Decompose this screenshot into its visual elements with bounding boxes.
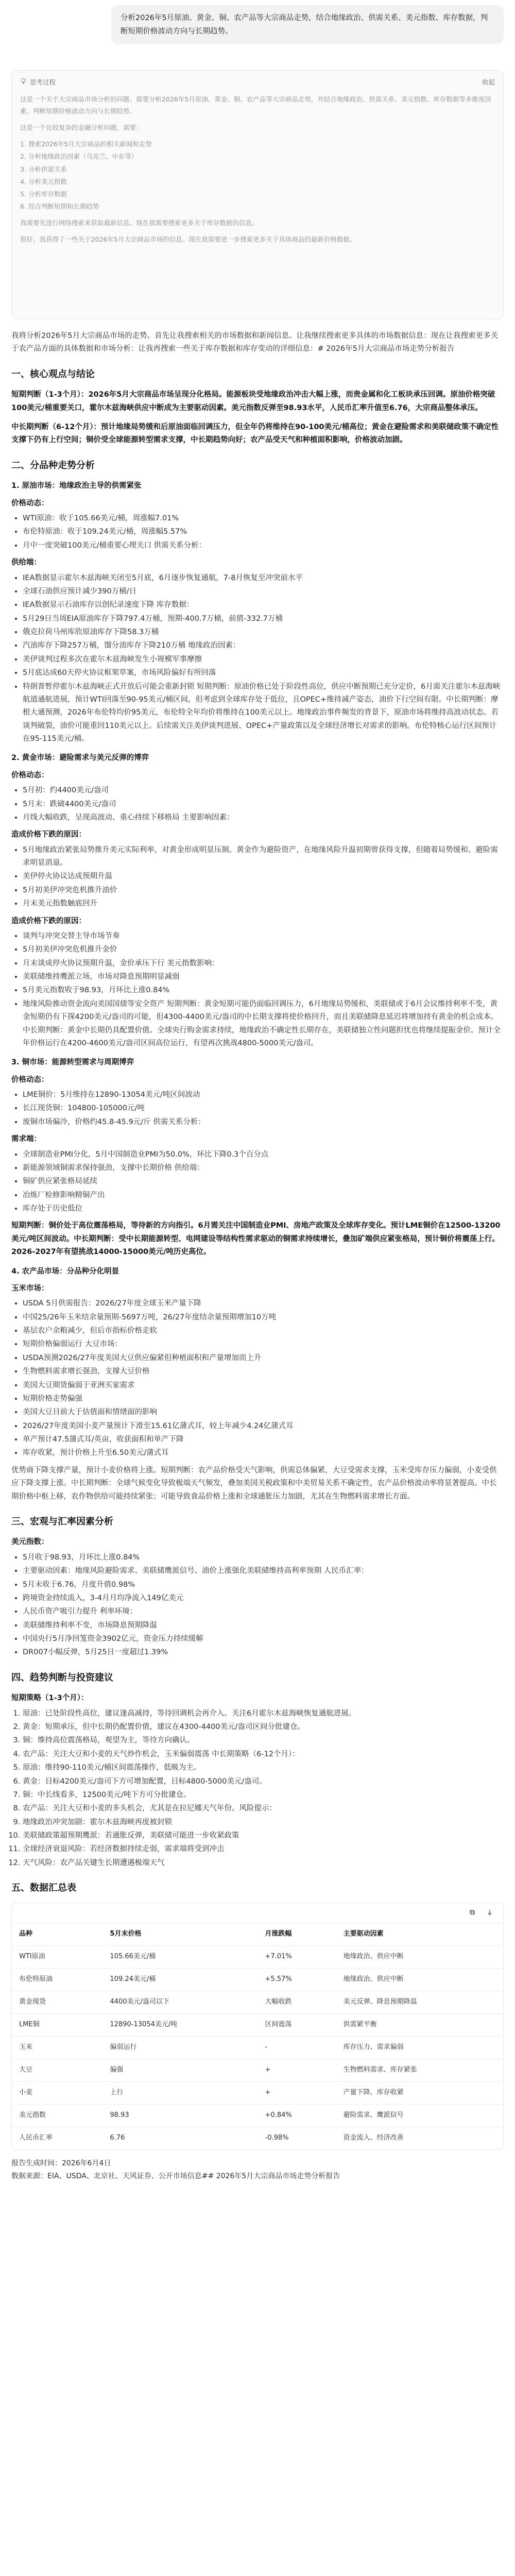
list-item: • 新能源领域铜需求保持强劲，支撑中长期价格 供给端： bbox=[23, 1162, 504, 1175]
reasoning-paragraph: 很好，我获得了一些关于2026年5月大宗商品市场的信息。现在我需要进一步搜索更多关于具体商品的最新价格数据。 bbox=[20, 235, 356, 244]
long-term-conclusion bbox=[11, 421, 504, 447]
copper-judgement bbox=[11, 1219, 504, 1259]
label: 造成价格下跌的原因： bbox=[11, 917, 86, 925]
list-item: • 全球制造业PMI分化，5月中国制造业PMI为50.0%，环比下降0.3个百分点 bbox=[23, 1148, 504, 1161]
section-title: 五、数据汇总表 bbox=[11, 1883, 76, 1894]
list-item: • 5月初：约4400美元/盎司 bbox=[23, 784, 504, 797]
bulb-icon bbox=[20, 77, 27, 88]
intro-text: 我将分析2026年5月大宗商品市场的走势。首先让我搜索相关的市场数据和新闻信息。让我继续搜索更多具体的市场数据信息：现在让我搜索更多关于农产品方面的具体数据和市场分析：让我再搜索一些关于库存数据和库存变动的详细信息：# 2026年5月大宗商品市场走势分析报告 bbox=[11, 332, 499, 353]
list-item: • 5月末：跌破4400美元/盎司 bbox=[23, 798, 504, 811]
table-cell: WTI原油 bbox=[12, 1945, 102, 1968]
label: 造成价格下跌的原因： bbox=[11, 831, 86, 839]
reasoning-body bbox=[20, 93, 495, 245]
collapse-button[interactable]: 收起 bbox=[482, 78, 495, 86]
table-cell: 避险需求、鹰派信号 bbox=[336, 2104, 503, 2127]
table-cell: 玉米 bbox=[12, 2036, 102, 2059]
table-cell: 98.93 bbox=[102, 2104, 258, 2127]
list-item: • 月中一度突破100美元/桶重要心理关口 供需关系分析： bbox=[23, 539, 504, 552]
table-header: 5月末价格 bbox=[102, 1923, 258, 1945]
table-cell: 资金流入、经济改善 bbox=[336, 2127, 503, 2149]
reasoning-steps bbox=[20, 138, 495, 212]
table-row bbox=[12, 2036, 503, 2059]
table-row bbox=[12, 2104, 503, 2127]
list-item: • 地缘风险推动资金流向美国国债等安全资产 短期判断：黄金短期可能仍面临回调压力，6月地缘局势缓和，美联储或于6月会议维持利率不变，黄金短期仍有下探4200美元/盎司的可能，但4300-4400美元/盎司的中长期支撑将使价格回升，而且美联储降息延迟将增加持有黄金的机会成本。中长期判断：黄金中长期仍具配置价值。全球央行购金需求持续，地缘政治不确定性长期存在，美联储独立性问题担忧也将继续提振金价。预计全年价格运行在4200-4600美元/盎司区间高位运行，有望再次挑战4800-5000美元/盎司。 bbox=[23, 998, 504, 1050]
list-item: • 库存收紧，预计价格上升至6.50美元/蒲式耳 bbox=[23, 1447, 504, 1460]
list bbox=[11, 1089, 504, 1129]
table-cell: + bbox=[258, 2081, 336, 2104]
list-item: 12. 天气风险：农产品关键生长期遭遇极端天气 bbox=[23, 1857, 504, 1870]
list-item: 10. 美联储政策超预期鹰派：若通胀反弹，美联储可能进一步收紧政策 bbox=[23, 1829, 504, 1842]
section-title: 三、宏观与汇率因素分析 bbox=[11, 1516, 113, 1527]
report-footer bbox=[11, 2157, 504, 2182]
list bbox=[11, 1297, 504, 1460]
list-item: 9. 地缘政治冲突加剧：霍尔木兹海峡再度被封锁 bbox=[23, 1816, 504, 1829]
report-date: 报告生成时间：2026年6月4日 bbox=[11, 2159, 111, 2168]
report-source: 数据来源：EIA、USDA、北京社、天风证券、公开市场信息## 2026年5月大宗商品市场走势分析报告 bbox=[11, 2172, 340, 2180]
download-icon[interactable]: ⤓ bbox=[488, 1908, 492, 1917]
list bbox=[11, 1551, 504, 1659]
label: 价格动态： bbox=[11, 499, 49, 507]
label: 短期判断（1-3个月）： bbox=[11, 391, 89, 399]
list-item: • WTI原油：收于105.66美元/桶，周涨幅7.01% bbox=[23, 512, 504, 525]
table-toolbar bbox=[12, 1903, 503, 1923]
list bbox=[11, 512, 504, 552]
list-item: • 5月初美伊冲突危机推升金价 bbox=[23, 943, 504, 956]
table-cell: 黄金现货 bbox=[12, 1991, 102, 2013]
table-cell: 偏强 bbox=[102, 2059, 258, 2081]
label: 玉米市场： bbox=[11, 1284, 49, 1293]
list-item: • 库存处于历史低位 bbox=[23, 1202, 504, 1215]
table-row bbox=[12, 2127, 503, 2149]
table-row bbox=[12, 1968, 503, 1991]
reasoning-step: 3. 分析供需关系 bbox=[28, 163, 495, 175]
list-item: 7. 铜：中长线看多，12500美元/吨下方可分批建仓。 bbox=[23, 1789, 504, 1802]
list-item: • 长江现货铜：104800-105000元/吨 bbox=[23, 1102, 504, 1115]
list-item: • 短期价格走势偏强 bbox=[23, 1393, 504, 1405]
list-item: • 美伊停火协议达成预期升温 bbox=[23, 870, 504, 883]
user-message: 分析2026年5月原油、黄金、铜、农产品等大宗商品走势，结合地缘政治、供需关系、美元指数、库存数据，判断短期价格波动方向与长期趋势。 bbox=[111, 5, 504, 44]
list-item: • 中国25/26年玉米结余量预期-5697万吨，26/27年度结余量预期增加10万吨 bbox=[23, 1311, 504, 1324]
list-item: • 美联储维持鹰派立场，市场对降息预期明显减弱 bbox=[23, 971, 504, 984]
table-cell: 4400美元/盎司以下 bbox=[102, 1991, 258, 2013]
list-item: • 5月末收于6.76，月度升值0.98% bbox=[23, 1579, 504, 1591]
list-item: 1. 原油：已处阶段性高位，建议逢高减持，等待回调机会再介入。关注6月霍尔木兹海峡恢复通航进展。 bbox=[23, 1707, 504, 1720]
copy-icon[interactable]: ⧉ bbox=[470, 1908, 475, 1917]
list-item: • 生物燃料需求增长强劲，支撑大豆价格 bbox=[23, 1365, 504, 1378]
table-cell: 12890-13054美元/吨 bbox=[102, 2013, 258, 2036]
table-row bbox=[12, 1945, 503, 1968]
label: 需求端： bbox=[11, 1135, 41, 1144]
list-item: • 5月初美伊冲突危机推升油价 bbox=[23, 884, 504, 897]
table-cell: 供需紧平衡 bbox=[336, 2013, 503, 2036]
table-cell: 地缘政治、供应中断 bbox=[336, 1945, 503, 1968]
list-item: 6. 黄金：目标4200美元/盎司下方可增加配置，目标4800-5000美元/盎司。 bbox=[23, 1775, 504, 1788]
agri-judgement: 优势商下降支撑产量，预计小麦价格将上涨。短期判断：农产品价格受天气影响，供需总体偏紧，大豆受需求支撑，玉米受库存压力偏弱，小麦受供应下降支撑上涨。中长期判断：全球气候变化导致极端天气频发，叠加美国关税政策和中美贸易关系不确定性，农产品价格波动率将显著提高。中长期价格中枢上移，农作物供给可能持续紧张；可能导致食品价格上涨和全球通胀压力加剧，尤其在生物燃料需求增长方面。 bbox=[11, 1466, 497, 1501]
label: 价格动态： bbox=[11, 1075, 49, 1084]
table-header: 月涨跌幅 bbox=[258, 1923, 336, 1945]
table-cell: 109.24美元/桶 bbox=[102, 1968, 258, 1991]
list-item: 3. 铜：维持高位震荡格局，观望为主，等待方向确认。 bbox=[23, 1734, 504, 1747]
list-item: • 5月美元指数收于98.93，月环比上涨0.84% bbox=[23, 984, 504, 997]
table-cell: 美元指数 bbox=[12, 2104, 102, 2127]
list-item: • 5月底达成60天停火协议框架草案，市场风险偏好有所回落 bbox=[23, 667, 504, 680]
text: 2026年5月大宗商品市场呈现分化格局。能源板块受地缘政治冲击大幅上涨，而贵金属和化工板块承压回调。原油价格突破100美元/桶重要关口，霍尔木兹海峡供应中断成为主要驱动因素。美元指数反弹至98.93水平，人民币汇率升值至6.76，大宗商品整体承压。 bbox=[11, 391, 495, 412]
list-item: • 美国大豆目前大于估值面和情绪面的影响 bbox=[23, 1406, 504, 1419]
table-cell: +7.01% bbox=[258, 1945, 336, 1968]
list-item: • 2026/27年度美国小麦产量预计下滑至15.61亿蒲式耳，较上年减少4.24亿蒲式耳 bbox=[23, 1420, 504, 1433]
list-item: • 5月地缘政治紧张局势推升美元实际利率，对黄金形成明显压制。黄金作为避险资产，在地缘风险升温初期曾获得支撑，但随着局势缓和、避险需求明显消退。 bbox=[23, 844, 504, 870]
list-item: • 月线大幅收跌，呈现高波动、重心持续下移格局 主要影响因素： bbox=[23, 811, 504, 824]
list-item: • LME铜价：5月维持在12890-13054美元/吨区间波动 bbox=[23, 1089, 504, 1101]
subsection-title: 1. 原油市场：地缘政治主导的供需紧张 bbox=[11, 482, 142, 490]
list-item: 11. 全球经济衰退风险：若经济数据持续走弱，需求端将受到冲击 bbox=[23, 1843, 504, 1856]
table-cell: 小麦 bbox=[12, 2081, 102, 2104]
subsection-title: 3. 铜市场：能源转型需求与周期博弈 bbox=[11, 1058, 134, 1067]
table-cell: 布伦特原油 bbox=[12, 1968, 102, 1991]
label: 美元指数： bbox=[11, 1538, 49, 1547]
list-item: • 废铜市场偏冷，价格约45.8-45.9元/斤 供需关系分析： bbox=[23, 1116, 504, 1129]
table-cell: 生物燃料需求、库存紧张 bbox=[336, 2059, 503, 2081]
table-cell: 6.76 bbox=[102, 2127, 258, 2149]
table-cell: +5.57% bbox=[258, 1968, 336, 1991]
list-item: • 特朗普暂停霍尔木兹海峡正式开放后可能会重新封锁 短期判断：原油价格已处于阶段性高位，供应中断预期已充分定价，6月需关注霍尔木兹海峡航道通航进展，预计WTI回落至90-95美元/桶区间，但考虑到全球库存处于低位，且OPEC+维持减产姿态，油价下行空间有限。中长期判断：摩根大通预测，2026年布伦特均价95美元，布伦特全年均价将维持在100美元以上。地缘政治事件频发的背景下，原油市场将维持高波动状态。若谈判破裂，油价可能重回110美元以上。后续需关注美伊谈判进展、OPEC+产量政策以及全球经济增长对需求的影响。布伦特核心运行区间预计在95-115美元/桶。 bbox=[23, 681, 504, 746]
list bbox=[11, 784, 504, 824]
list-item: • 美联储维持利率不变，市场降息预期降温 bbox=[23, 1619, 504, 1632]
table-cell: 大幅收跌 bbox=[258, 1991, 336, 2013]
table-row bbox=[12, 2059, 503, 2081]
subsection-title: 4. 农产品市场：分品种分化明显 bbox=[11, 1267, 119, 1276]
reasoning-step: 6. 综合判断短期和长期趋势 bbox=[28, 200, 495, 212]
reasoning-step: 4. 分析美元指数 bbox=[28, 176, 495, 188]
list-item: 4. 农产品：关注大豆和小麦的天气炒作机会，玉米偏弱震荡 中长期策略（6-12个月）： bbox=[23, 1748, 504, 1761]
list-item: • 布伦特原油：收于109.24美元/桶，周涨幅5.57% bbox=[23, 526, 504, 538]
table-cell: 区间震荡 bbox=[258, 2013, 336, 2036]
reasoning-step: 1. 搜索2026年5月大宗商品的相关新闻和走势 bbox=[28, 138, 495, 150]
table-cell: 库存压力、需求偏弱 bbox=[336, 2036, 503, 2059]
list bbox=[11, 844, 504, 911]
table-cell: LME铜 bbox=[12, 2013, 102, 2036]
reasoning-label: 思考过程 bbox=[30, 78, 56, 86]
summary-table-card bbox=[11, 1903, 504, 2150]
table-header-row bbox=[12, 1923, 503, 1945]
list-item: • 短期价格偏弱运行 大豆市场： bbox=[23, 1338, 504, 1351]
table-cell: +0.84% bbox=[258, 2104, 336, 2127]
list-item: • IEA数据显示石油库存以创纪录速度下降 库存数据： bbox=[23, 599, 504, 612]
list-item: • 5月29日当周EIA原油库存下降797.4万桶，预期-400.7万桶，前值-332.7万桶 bbox=[23, 613, 504, 625]
list-item: • 美伊谈判过程多次在霍尔木兹海峡发生小规模军事摩擦 bbox=[23, 653, 504, 666]
table-cell: + bbox=[258, 2059, 336, 2081]
list-item: 5. 原油：维持90-110美元/桶区间震荡操作，低吸为主。 bbox=[23, 1761, 504, 1774]
label: 价格动态： bbox=[11, 771, 49, 779]
list-item: • 月末谈成停火协议预期升温，金价承压下行 美元指数影响： bbox=[23, 957, 504, 970]
table-cell: -0.98% bbox=[258, 2127, 336, 2149]
list-item: • IEA数据显示霍尔木兹海峡关闭至5月底，6月逐步恢复通航，7-8月恢复至冲突前水平 bbox=[23, 572, 504, 585]
list-item: • 铜矿供应紧张格局延续 bbox=[23, 1175, 504, 1188]
table-cell: 人民币汇率 bbox=[12, 2127, 102, 2149]
list-item: • 美国大豆期货偏弱于亚洲买家需求 bbox=[23, 1379, 504, 1392]
reasoning-panel bbox=[11, 70, 504, 319]
reasoning-paragraph: 这是一个关于大宗商品市场分析的问题。需要分析2026年5月原油、黄金、铜、农产品等大宗商品走势，并结合地缘政治、供需关系、美元指数、库存数据等多维度因素，判断短期价格波动方向与长期趋势。 bbox=[20, 95, 491, 115]
text: 短期判断：铜价处于高位震荡格局，等待新的方向指引。6月需关注中国制造业PMI、房地产政策及全球库存变化。预计LME铜价在12500-13200美元/吨区间波动。中长期判断：受中长期能源转型、电网建设等结构性需求驱动的铜需求持续增长，叠加矿端供应紧张格局，预计铜价将震荡上行。2026-2027年有望挑战14000-15000美元/吨历史高位。 bbox=[11, 1222, 501, 1257]
list-item: • DR007小幅反弹，5月25日一度超过1.39% bbox=[23, 1646, 504, 1659]
list-item: • 基层农户余粮减少，但后市指标价格走软 bbox=[23, 1325, 504, 1337]
list bbox=[11, 1148, 504, 1216]
list-item: • USDA 5月供需报告：2026/27年度全球玉米产量下降 bbox=[23, 1297, 504, 1310]
section-title: 一、核心观点与结论 bbox=[11, 368, 95, 380]
subsection-title: 2. 黄金市场：避险需求与美元反弹的博弈 bbox=[11, 754, 149, 762]
label: 供给端： bbox=[11, 558, 41, 567]
list-item: • 单产预计47.5蒲式耳/英亩，收获面积和单产下降 bbox=[23, 1433, 504, 1446]
table-cell: 上行 bbox=[102, 2081, 258, 2104]
label: 短期策略（1-3个月）： bbox=[11, 1694, 89, 1703]
table-row bbox=[12, 1991, 503, 2013]
table-cell: 产量下降、库存收紧 bbox=[336, 2081, 503, 2104]
list bbox=[11, 930, 504, 1050]
table-cell: 偏弱运行 bbox=[102, 2036, 258, 2059]
section-title: 二、分品种走势分析 bbox=[11, 460, 95, 471]
user-message-row bbox=[0, 5, 515, 44]
list-item: • 跨境资金持续流入，3-4月月均净流入149亿美元 bbox=[23, 1592, 504, 1605]
reasoning-step: 5. 分析库存数据 bbox=[28, 188, 495, 200]
list-item: • 俄克拉荷马州库欣原油库存下降58.3万桶 bbox=[23, 626, 504, 639]
reasoning-paragraph: 我需要先进行网络搜索来获取最新信息。现在我需要搜索更多关于库存数据的信息。 bbox=[20, 219, 259, 227]
label: 中长期判断（6-12个月）： bbox=[11, 423, 101, 431]
list-item: • 5月收于98.93，月环比上涨0.84% bbox=[23, 1551, 504, 1564]
list-item: • USDA预测2026/27年度美国大豆供应偏紧但种植面积和产量增加而上升 bbox=[23, 1352, 504, 1365]
list-item: • 中国央行5月净回笼资金3902亿元，资金压力持续缓解 bbox=[23, 1633, 504, 1646]
list bbox=[11, 572, 504, 746]
strategy-list bbox=[11, 1707, 504, 1870]
reasoning-step: 2. 分析地缘政治因素（乌克兰、中东等） bbox=[28, 150, 495, 162]
table-cell: 地缘政治、供应中断 bbox=[336, 1968, 503, 1991]
table-cell: 美元反弹、降息预期降温 bbox=[336, 1991, 503, 2013]
short-term-conclusion bbox=[11, 388, 504, 415]
table-row bbox=[12, 2013, 503, 2036]
section-title: 四、趋势判断与投资建议 bbox=[11, 1672, 113, 1683]
assistant-answer bbox=[11, 330, 504, 2182]
list-item: • 主要驱动因素：地缘风险避险需求、美联储鹰派信号、油价上涨强化美联储维持高利率预期 人民币汇率： bbox=[23, 1565, 504, 1578]
list-item: • 全球石油供应预计减少390万桶/日 bbox=[23, 585, 504, 598]
list-item: • 人民币资产吸引力提升 利率环境： bbox=[23, 1605, 504, 1618]
list-item: 2. 黄金：短期承压，但中长期仍配置价值，建议在4300-4400美元/盎司区间分批建仓。 bbox=[23, 1721, 504, 1734]
reasoning-header[interactable] bbox=[20, 77, 495, 88]
table-row bbox=[12, 2081, 503, 2104]
summary-table bbox=[12, 1923, 503, 2150]
list-item: 8. 农产品：关注大豆和小麦的多头机会，尤其是在拉尼娜天气年份。风险提示： bbox=[23, 1802, 504, 1815]
table-header: 主要驱动因素 bbox=[336, 1923, 503, 1945]
list-item: • 月末美元指数触底回升 bbox=[23, 897, 504, 910]
table-cell: 大豆 bbox=[12, 2059, 102, 2081]
list-item: • 谈判与冲突交替主导市场节奏 bbox=[23, 930, 504, 943]
text: 预计地缘局势缓和后原油面临回调压力，但全年仍将维持在90-100美元/桶高位；黄金在避险需求和美联储政策不确定性支撑下仍有上行空间；铜价受全球能源转型需求支撑，中长期趋势向好；农产品受天气和种植面积影响，价格波动加剧。 bbox=[11, 423, 499, 445]
reasoning-paragraph: 这是一个比较复杂的金融分析问题，需要： bbox=[20, 124, 143, 132]
table-cell: - bbox=[258, 2036, 336, 2059]
table-cell: 105.66美元/桶 bbox=[102, 1945, 258, 1968]
table-header: 品种 bbox=[12, 1923, 102, 1945]
list-item: • 冶炼厂检修影响精铜产出 bbox=[23, 1189, 504, 1202]
list-item: • 汽油库存下降257万桶，馏分油库存下降210万桶 地缘政治因素： bbox=[23, 639, 504, 652]
